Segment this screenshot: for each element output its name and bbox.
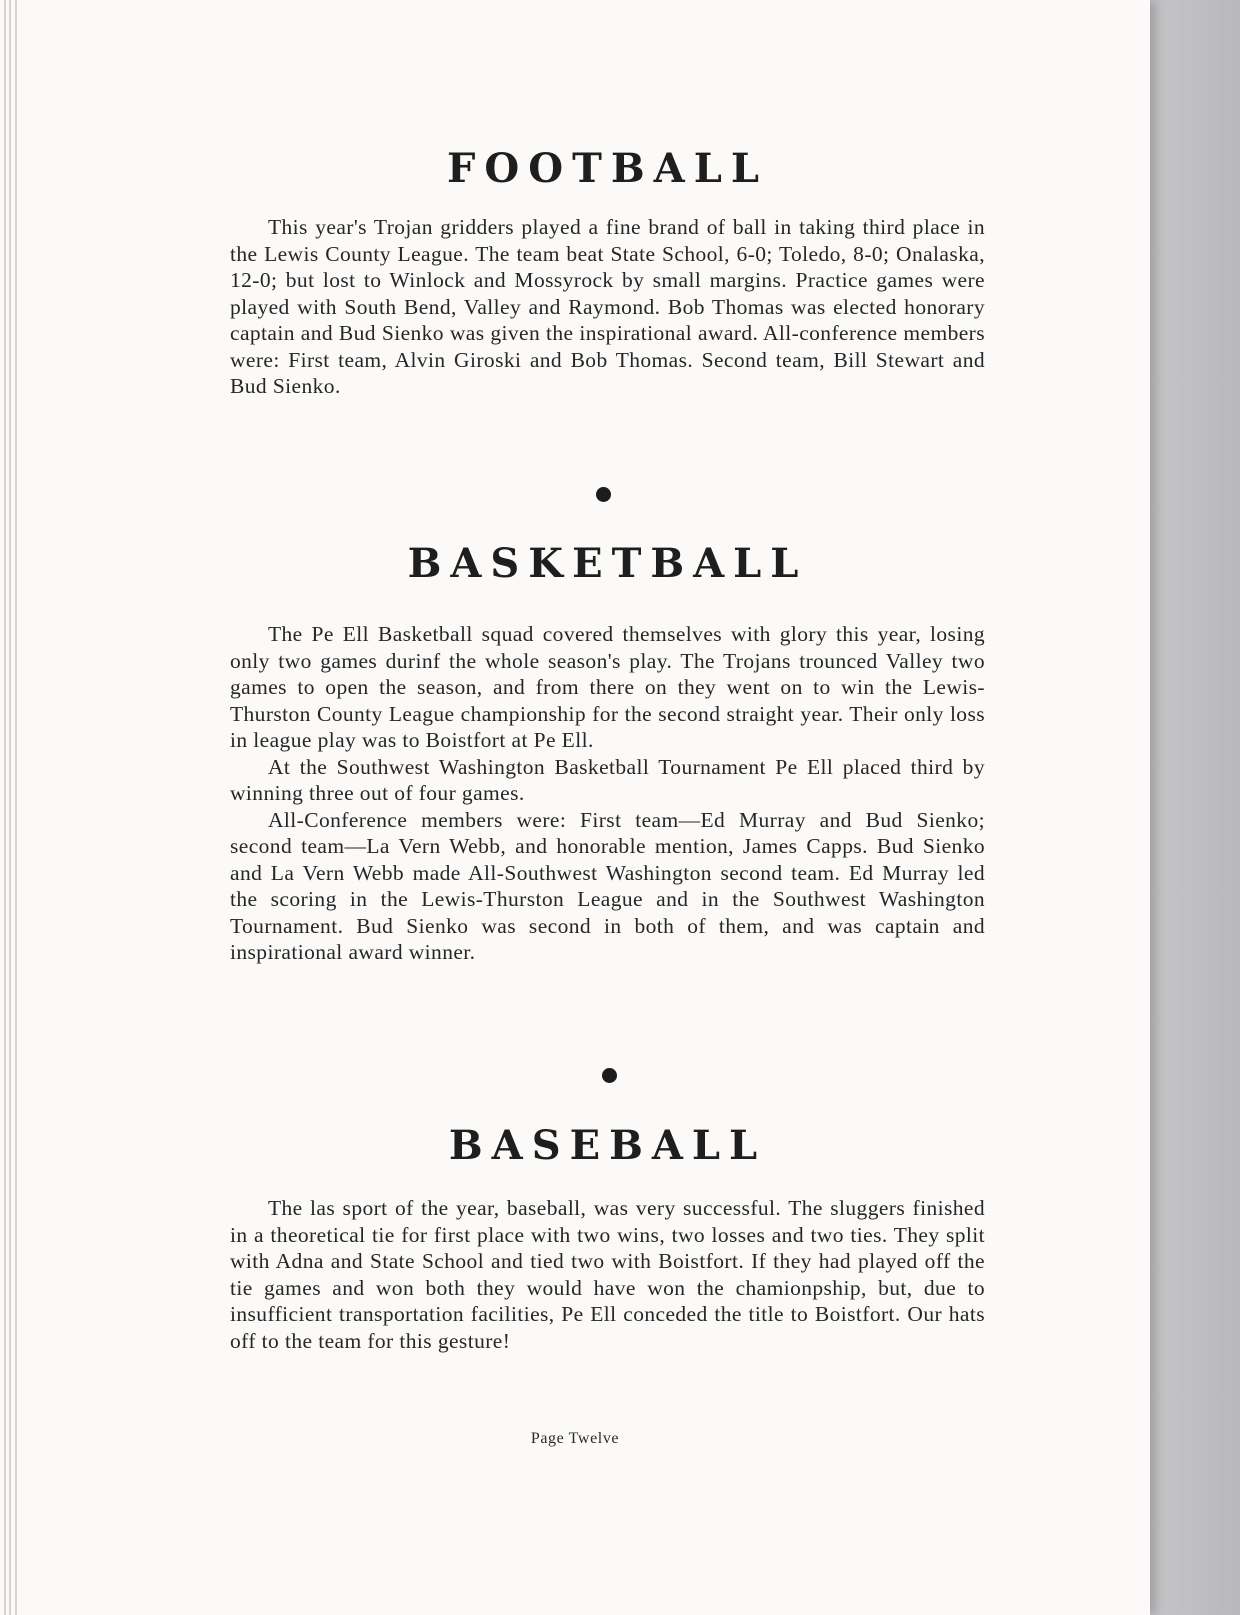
football-heading: FOOTBALL — [447, 145, 768, 192]
basketball-section — [230, 540, 985, 966]
baseball-heading: BASEBALL — [448, 1122, 767, 1169]
baseball-paragraph: The las sport of the year, baseball, was very successful. The sluggers finished in a theoretical tie for first place with two wins, two losses and two ties. They split with Adna and State School and tied two with Boistfort. If they had played off the tie games and won both they would have won the chamionpship, but, due to insufficient transportation facilities, Pe Ell conceded the title to Boistfort. Our hats off to the team for this gesture! — [230, 1196, 985, 1353]
section-divider-bullet — [602, 1068, 617, 1083]
football-section — [230, 145, 985, 400]
basketball-heading: BASKETBALL — [407, 540, 808, 587]
basketball-paragraph-2: At the Southwest Washington Basketball Tournament Pe Ell placed third by winning three out of four games. — [230, 754, 985, 805]
page-number: Page Twelve — [530, 1430, 620, 1447]
basketball-paragraph-1: The Pe Ell Basketball squad covered themselves with glory this year, losing only two games durinf the whole season's play. The Trojans trounced Valley two games to open the season, and from there on they went on to win the Lewis-Thurston County League championship for the second straight year. Their only loss in league play was to Boistfort at Pe Ell. — [230, 622, 985, 752]
baseball-section — [230, 1122, 985, 1354]
basketball-paragraph-3: All-Conference members were: First team—Ed Murray and Bud Sienko; second team—La Vern Webb, and honorable mention, James Capps. Bud Sienko and La Vern Webb made All-Southwest Washington second team. Ed Murray led the scoring in the Lewis-Thurston League and in the Southwest Washington Tournament. Bud Sienko was second in both of them, and was captain and inspirational award winner. — [230, 807, 985, 964]
page-stack-edge — [15, 0, 17, 1615]
section-divider-bullet — [596, 487, 611, 502]
football-paragraph: This year's Trojan gridders played a fine brand of ball in taking third place in the Lewis County League. The team beat State School, 6-0; Toledo, 8-0; Onalaska, 12-0; but lost to Winlock and Mossyrock by small margins. Practice games were played with South Bend, Valley and Raymond. Bob Thomas was elected honorary captain and Bud Sienko was given the inspirational award. All-conference members were: First team, Alvin Giroski and Bob Thomas. Second team, Bill Stewart and Bud Sienko. — [230, 215, 985, 398]
page-stack-edge — [4, 0, 6, 1615]
page-stack-edge — [9, 0, 11, 1615]
